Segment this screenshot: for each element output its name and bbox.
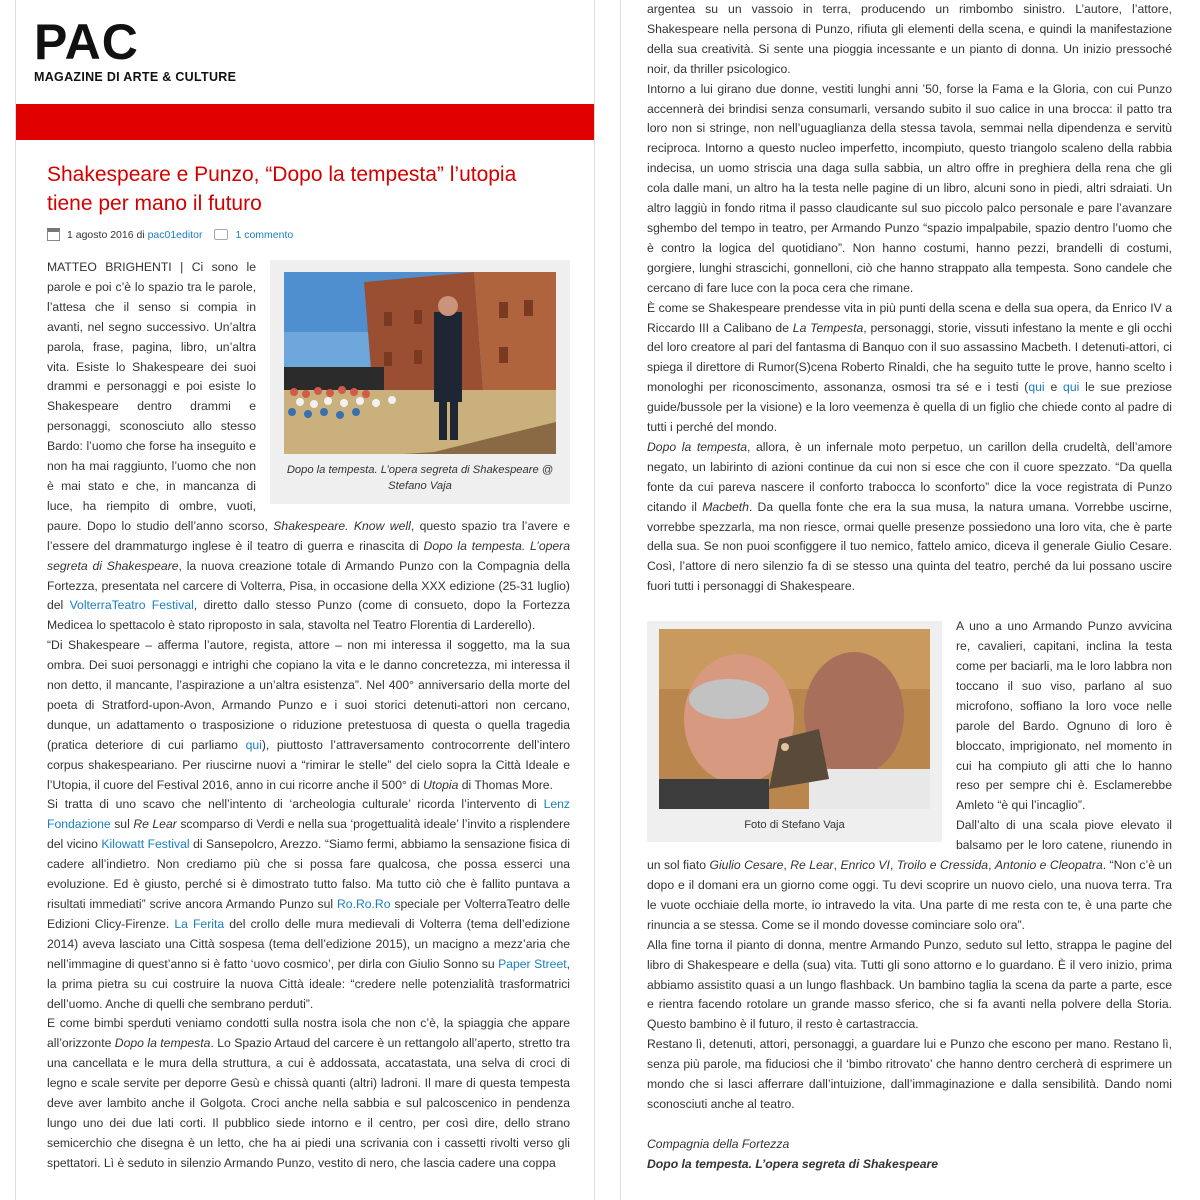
site-logo[interactable]: PAC bbox=[34, 14, 139, 70]
site-tagline: MAGAZINE DI ARTE & CULTURE bbox=[34, 70, 237, 84]
navigation-bar bbox=[16, 104, 594, 140]
paragraph: E come bimbi sperduti veniamo condotti sulla nostra isola che non c’è, la spiaggia che appare all’orizzonte Dopo la tempesta. Lo Spazio Artaud del carcere è un rettangolo all’aperto, stretto tra una cancellata e le mura della struttura, a cui è addossata, accatastata, una selva di croci di legno e scale servite per deporre Gesù e chissà quanti (altri) ladroni. Il mare di questa tempesta deve aver lambito anche il Golgota. Croci anche nella sabbia e sul palcoscenico in pendenza lungo uno dei due lati corti. Il pubblico siede intorno e il centro, per così dire, dello strano semicerchio che disegna è un letto, che ha ai piedi una scrivania con i cassetti rivolti verso gli spettatori. Lì è seduto in silenzio Armando Punzo, vestito di nero, che lascia cadere una coppa bbox=[47, 1016, 570, 1170]
paragraph: “Di Shakespeare – afferma l’autore, regista, attore – non mi interessa il soggetto, ma la sua ombra. Dei suoi personaggi e intrighi che copiano la vita e le danno concretezza, mi interessa il non detto, il mancante, l’aspirazione a un’altra esistenza”. Nel 400° anniversario della morte del poeta di Stratford-upon-Avon, Armando Punzo e i suoi storici detenuti-attori non cercano, dunque, un adattamento o trasposizione o riduzione pretestuosa di questa o quella tragedia (pratica deteriore di cui parliamo qui), piuttosto l’attraversamento controcorrente dell’intero corpus shakespeariano. Per riuscirne nuovi a “rimirar le stelle” del cielo sopra la Città Ideale e l’Utopia, il cuore del Festival 2016, anno in cui ricorre anche il 500° di Utopia di Thomas More. bbox=[47, 638, 570, 792]
credit-title: Dopo la tempesta. L’opera segreta di Shakespeare bbox=[647, 1156, 939, 1171]
credit-company: Compagnia della Fortezza bbox=[647, 1136, 790, 1151]
link-la-ferita[interactable]: La Ferita bbox=[174, 916, 225, 931]
article-title: Shakespeare e Punzo, “Dopo la tempesta” l’utopia tiene per mano il futuro bbox=[47, 163, 517, 215]
paragraph: Restano lì, detenuti, attori, personaggi, a guardare lui e Punzo che escono per mano. Restano lì, senza più parole, ma fiduciosi che il ‘bimbo ritrovato’ che hanno dentro cercherà di esprimere un mondo che si lasci afferrare dall’intuizione, dall’immaginazione e dalla sensibilità. Dando nomi sconosciuti anche al teatro. bbox=[647, 1037, 1172, 1111]
author-link[interactable]: pac01editor bbox=[147, 228, 203, 241]
article-body-left bbox=[47, 258, 570, 1174]
article-body-right bbox=[647, 0, 1172, 1175]
link-volterrateatro-festival[interactable]: VolterraTeatro Festival bbox=[69, 598, 194, 613]
photo-caption: Dopo la tempesta. L’opera segreta di Shakespeare @ Stefano Vaja bbox=[286, 464, 554, 492]
figure-stage-photo bbox=[270, 260, 570, 504]
paragraph: Dopo la tempesta, allora, è un infernale moto perpetuo, un carillon della crudeltà, dell’amore negato, un labirinto di azioni continue da cui non si esce che con il cuore spezzato. “Da quella fonte da cui pareva nascere il conforto trabocca lo sconforto” dice la voce registrata di Punzo citando il Macbeth. Da quella fonte che era la sua musa, la natura umana. Vorrebbe uscirne, vorrebbe spezzarla, ma non riesce, ormai quelle presenze possiedono una loro vita, che è parte della sua. Se non puoi sconfiggere il tuo nemico, fattelo amico, diceva il generale Giulio Cesare. Così, l’attore di nero silenzio fa di se stesso una quinta del teatro, perché da lui possano uscire fuori tutti i personaggi di Shakespeare. bbox=[647, 439, 1172, 594]
stage-photo[interactable] bbox=[284, 272, 556, 454]
figure-actors-photo bbox=[647, 621, 942, 842]
paragraph: A uno a uno Armando Punzo avvicina re, cavalieri, capitani, inclina la testa come per baciarli, ma le loro labbra non toccano il suo viso, parlano al suo microfono, soffiano la loro voce nelle parole del Bardo. Ognuno di loro è bloccato, imprigionato, nel momento in cui ha compiuto gli atti che lo hanno reso per sempre chi è. Esclamerebbe Amleto “è qui l’incaglio”. bbox=[956, 619, 1172, 813]
link-qui[interactable]: qui bbox=[1028, 380, 1045, 395]
actors-photo[interactable] bbox=[659, 629, 930, 809]
post-date: 1 agosto 2016 bbox=[67, 228, 134, 241]
paragraph: Intorno a lui girano due donne, vestiti lunghi anni ’50, forse la Fama e la Gloria, con cui Punzo accennerà dei brindisi senza consumarli, versando subito il suo calice in una brocca: il patto tra loro non si stringe, non nell’uguaglianza della stessa tavola, semmai nella dipendenza e servitù reciproca. Intorno a questo nucleo imperfetto, incompiuto, questo triangolo scaleno della rabbia indecisa, un uomo striscia una daga sulla sabbia, un altro offre in preghiera della rena che gli cola dalle mani, un altro ha la testa nelle pagine di un libro, alcuni sono in piedi, altri sdraiati. Un altro laggiù in fondo ritma il passo claudicante sul suo piccolo palco personale e pare l’avanzare sghembo del tempo in teatro, per Armando Punzo “spazio impalpabile, spazio dentro l’uomo che è contro la logica del quotidiano”. Non hanno costumi, hanno pezzi, brandelli di costumi, gorgiere, lunghi strascichi, gonnelloni, ciò che hanno strappato alla tempesta. Sono candele che cercano di fare luce con la poca cera che rimane. bbox=[647, 81, 1172, 295]
link-lenz-fondazione[interactable]: Lenz Fondazione bbox=[47, 797, 570, 832]
link-qui[interactable]: qui bbox=[245, 737, 262, 752]
paragraph: Si tratta di uno scavo che nell’intento di ‘archeologia culturale’ ricorda l’intervento di Lenz Fondazione sul Re Lear scomparso di Verdi e nella sua ‘progettualità ideale’ l’invito a risplendere del vicino Kilowatt Festival di Sansepolcro, Arezzo. “Siamo fermi, abbiamo la sensazione fisica di cadere all’indietro. Non crediamo più che si possa fare qualcosa, che possa esserci una evoluzione. Ed è giusto, perché si è dimostrato tutto falso. Ma tutto ciò che è fallito puntava a risultati immediati” scrive ancora Armando Punzo sul Ro.Ro.Ro speciale per VolterraTeatro delle Edizioni Clicy-Firenze. La Ferita del crollo delle mura medievali di Volterra (tema dell’edizione 2014) aveva lasciato una Città sospesa (tema dell’edizione 2015), un macigno a mezz’aria che nell’immagine di quest’anno si è fatto ‘uovo cosmico’, per dirla con Giulio Sonno su Paper Street, la prima pietra su cui costruire la nuova Città ideale: “credere nelle potenzialità trasformatrici dell’uomo. Anche di quelli che sembrano perduti”. bbox=[47, 797, 571, 1011]
paragraph: Dall’alto di una scala piove elevato il balsamo per le loro catene, riunendo in un sol fiato Giulio Cesare, Re Lear, Enrico VI, Troilo e Cressida, Antonio e Cleopatra. “Non c’è un dopo e il domani era un giorno come oggi. Tu devi scoprire un nuovo cielo, una nuova terra. Tra le vuote occhiaie della morte, io intravedo la vita. Una parte di me resta con te, è una parte che rinuncia a se stessa. Come se il mondo dovesse cominciare solo ora”. bbox=[647, 818, 1172, 932]
photo-caption: Foto di Stefano Vaja bbox=[744, 819, 845, 832]
right-page-column bbox=[620, 0, 1200, 1200]
calendar-icon bbox=[47, 228, 60, 241]
byline-separator: di bbox=[133, 228, 148, 241]
masthead bbox=[34, 14, 236, 84]
link-paper-street[interactable]: Paper Street bbox=[498, 956, 567, 971]
link-qui[interactable]: qui bbox=[1063, 380, 1080, 395]
comments-link[interactable]: 1 commento bbox=[235, 228, 294, 241]
paragraph: È come se Shakespeare prendesse vita in più punti della scena e della sua opera, da Enrico IV a Riccardo III a Calibano de La Tempesta, personaggi, storie, vissuti infestano la mente e gli occhi del loro creatore al pari del fantasma di Banquo con il suo assassino Macbeth. I detenuti-attori, ci spiega il direttore di Rumor(S)cena Roberto Rinaldi, che ha seguito tutte le prove, hanno scelto i monologhi per riconoscimento, assonanza, osmosi tra sé e i testi (qui e qui le sue preziose guide/bussole per la visione) e la loro veemenza è quella di un figlio che chiede conto al padre di tutti i perché del mondo. bbox=[647, 300, 1172, 435]
link-kilowatt-festival[interactable]: Kilowatt Festival bbox=[101, 837, 190, 852]
paragraph: argentea su un vassoio in terra, producendo un rimbombo sinistro. L’autore, l’attore, Shakespeare nella persona di Punzo, rifiuta gli elementi della scena, e quindi la manifestazione della sua creatività. Si sente una pioggia incessante e un pianto di donna. Un inizio pressoché noir, da thriller psicologico. bbox=[647, 2, 1172, 76]
paragraph: Alla fine torna il pianto di donna, mentre Armando Punzo, seduto sul letto, strappa le pagine del libro di Shakespeare e della (sua) vita. Tutti gli sono attorno e lo guardano. È il vero inizio, prima abbiamo assistito quasi a un lungo flashback. Un bambino taglia la scena da parte a parte, esce e rientra facendo rotolare un grande masso sferico, che si fa avanti nella polvere della Storia. Questo bambino è il futuro, il resto è cartastraccia. bbox=[647, 937, 1172, 1032]
comment-icon bbox=[214, 229, 228, 240]
link-rororo[interactable]: Ro.Ro.Ro bbox=[337, 897, 391, 911]
paragraph: MATTEO BRIGHENTI | Ci sono le parole e poi c’è lo spazio tra le parole, l’attesa che il senso si compia in avanti, nel segno successivo. Un’altra parola, frase, pagina, libro, un’altra vita. Esiste lo Shakespeare dei suoi drammi e personaggi e poi esiste lo Shakespeare dentro drammi e personaggi, sconosciuto allo stesso Bardo: l’uomo che forse ha inseguito e non ha mai raggiunto, l’uomo che non è mai stato e che, in mancanza di luce, ha riempito di ombre, vuoti, paure. Dopo lo studio dell’anno scorso, Shakespeare. Know well, questo spazio tra l’avere e l’essere del drammaturgo inglese è il teatro di guerra e rinascita di Dopo la tempesta. L’opera segreta di Shakespeare, la nuova creazione totale di Armando Punzo con la Compagnia della Fortezza, presentata nel carcere di Volterra, Pisa, in occasione della XXX edizione (25-31 luglio) del VolterraTeatro Festival, diretto dallo stesso Punzo (come di consueto, dopo la Fortezza Medicea lo spettacolo è stato riproposto in sala, stavolta nel Teatro Florentia di Larderello). bbox=[47, 260, 571, 633]
page-frame bbox=[620, 0, 630, 1200]
article-meta bbox=[47, 228, 293, 241]
